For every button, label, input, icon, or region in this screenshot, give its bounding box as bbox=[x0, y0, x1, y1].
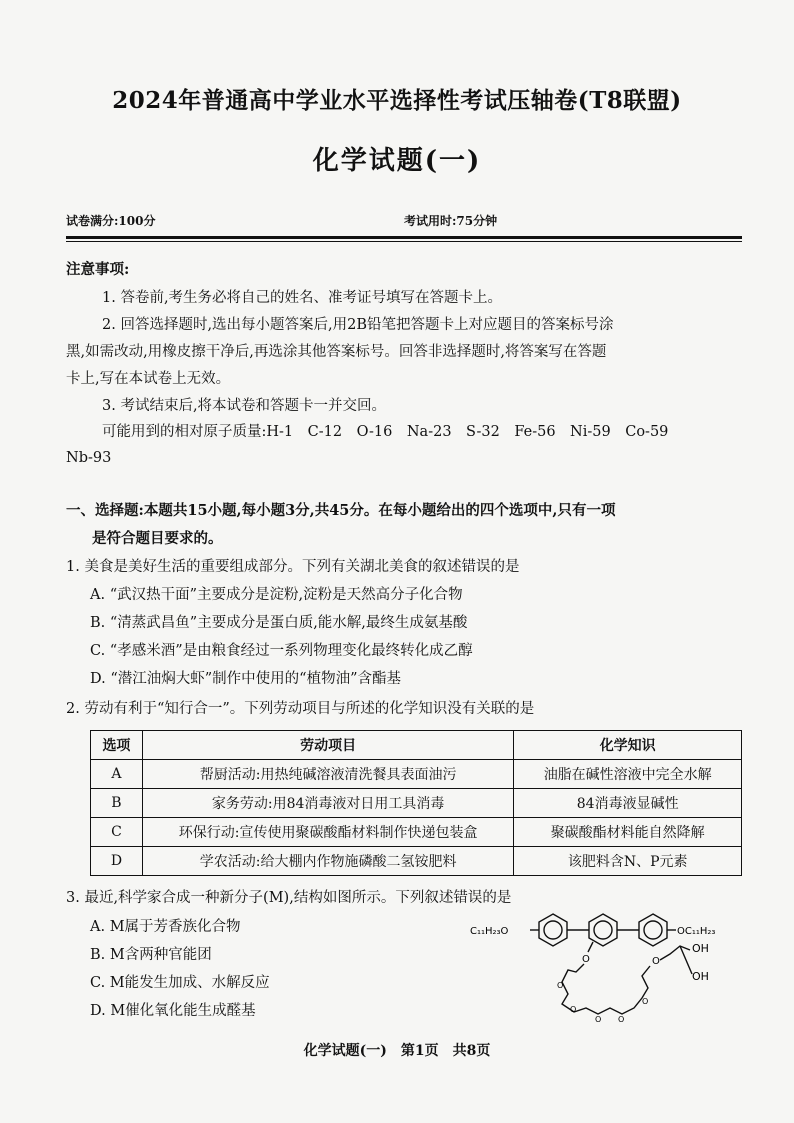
table-cell: 学农活动:给大棚内作物施磷酸二氢铵肥料 bbox=[142, 847, 514, 876]
left-alkoxy-label: C₁₁H₂₃O bbox=[470, 926, 509, 937]
table-header-row bbox=[91, 731, 742, 760]
ring-o-label: O bbox=[618, 1015, 625, 1024]
table-cell: B bbox=[91, 789, 143, 818]
molecule-m-structure bbox=[470, 900, 746, 1028]
q3-option-a: A. M属于芳香族化合物 bbox=[90, 919, 241, 935]
ring-o-label: O bbox=[570, 1005, 577, 1014]
section-1-heading-line-2: 是符合题目要求的。 bbox=[92, 530, 223, 547]
table-header-cell: 劳动项目 bbox=[142, 731, 514, 760]
q3-option-c: C. M能发生加成、水解反应 bbox=[90, 975, 270, 991]
table-header-cell: 化学知识 bbox=[514, 731, 742, 760]
ring-o-label: O bbox=[595, 1015, 602, 1024]
table-header-cell: 选项 bbox=[91, 731, 143, 760]
header-rule-thin bbox=[66, 241, 742, 242]
page-footer: 化学试题(一) 第1页 共8页 bbox=[303, 1043, 491, 1059]
q1-option-b: B. “清蒸武昌鱼”主要成分是蛋白质,能水解,最终生成氨基酸 bbox=[90, 615, 468, 631]
q3-stem: 3. 最近,科学家合成一种新分子(M),结构如图所示。下列叙述错误的是 bbox=[66, 890, 512, 906]
table-row bbox=[91, 789, 742, 818]
q2-stem: 2. 劳动有利于“知行合一”。下列劳动项目与所述的化学知识没有关联的是 bbox=[66, 701, 535, 717]
table-cell: 油脂在碱性溶液中完全水解 bbox=[514, 760, 742, 789]
q2-table bbox=[90, 730, 742, 876]
notes-item-2-line-1: 2. 回答选择题时,选出每小题答案后,用2B铅笔把答题卡上对应题目的答案标号涂 bbox=[102, 317, 614, 333]
table-cell: 该肥料含N、P元素 bbox=[514, 847, 742, 876]
table-row bbox=[91, 760, 742, 789]
section-1-heading-line-1: 一、选择题:本题共15小题,每小题3分,共45分。在每小题给出的四个选项中,只有一项 bbox=[66, 502, 616, 519]
header-rule-thick bbox=[66, 236, 742, 239]
q3-option-b: B. M含两种官能团 bbox=[90, 947, 212, 963]
notes-item-2-line-2: 黑,如需改动,用橡皮擦干净后,再选涂其他答案标号。回答非选择题时,将答案写在答题 bbox=[66, 344, 607, 360]
right-alkoxy-label: OC₁₁H₂₃ bbox=[677, 926, 716, 937]
ether-o-label: O bbox=[582, 954, 590, 965]
q1-option-c: C. “孝感米酒”是由粮食经过一系列物理变化最终转化成乙醇 bbox=[90, 643, 473, 659]
table-cell: D bbox=[91, 847, 143, 876]
table-cell: C bbox=[91, 818, 143, 847]
atomic-masses-line-1: 可能用到的相对原子质量:H-1 C-12 O-16 Na-23 S-32 Fe-56 Ni-59 Co-59 bbox=[102, 424, 669, 440]
exam-duration: 考试用时:75分钟 bbox=[404, 214, 498, 228]
table-row bbox=[91, 847, 742, 876]
atomic-masses-line-2: Nb-93 bbox=[66, 450, 112, 466]
table-cell: 环保行动:宣传使用聚碳酸酯材料制作快递包装盒 bbox=[142, 818, 514, 847]
notes-item-3: 3. 考试结束后,将本试卷和答题卡一并交回。 bbox=[102, 398, 387, 414]
ring-o-label: O bbox=[557, 981, 564, 990]
hydroxyl-1-label: OH bbox=[692, 942, 709, 955]
hydroxyl-2-label: OH bbox=[692, 970, 709, 983]
q1-option-a: A. “武汉热干面”主要成分是淀粉,淀粉是天然高分子化合物 bbox=[90, 587, 463, 603]
ring-oxygen-labels bbox=[557, 981, 648, 1024]
q1-option-d: D. “潜江油焖大虾”制作中使用的“植物油”含酯基 bbox=[90, 671, 401, 687]
table-cell: 聚碳酸酯材料能自然降解 bbox=[514, 818, 742, 847]
table-cell: 家务劳动:用84消毒液对日用工具消毒 bbox=[142, 789, 514, 818]
table-row bbox=[91, 818, 742, 847]
q1-stem: 1. 美食是美好生活的重要组成部分。下列有关湖北美食的叙述错误的是 bbox=[66, 559, 520, 575]
full-score: 试卷满分:100分 bbox=[66, 214, 156, 228]
exam-subtitle: 化学试题(一) bbox=[312, 146, 482, 176]
chain-o-label: O bbox=[652, 956, 660, 967]
ring-o-label: O bbox=[642, 997, 649, 1006]
table-cell: 84消毒液显碱性 bbox=[514, 789, 742, 818]
notes-heading: 注意事项: bbox=[66, 261, 130, 278]
notes-item-1: 1. 答卷前,考生务必将自己的姓名、准考证号填写在答题卡上。 bbox=[102, 290, 503, 306]
table-cell: A bbox=[91, 760, 143, 789]
exam-title: 2024年普通高中学业水平选择性考试压轴卷(T8联盟) bbox=[112, 87, 682, 114]
notes-item-2-line-3: 卡上,写在本试卷上无效。 bbox=[66, 371, 231, 387]
table-cell: 帮厨活动:用热纯碱溶液清洗餐具表面油污 bbox=[142, 760, 514, 789]
q3-option-d: D. M催化氧化能生成醛基 bbox=[90, 1003, 256, 1019]
